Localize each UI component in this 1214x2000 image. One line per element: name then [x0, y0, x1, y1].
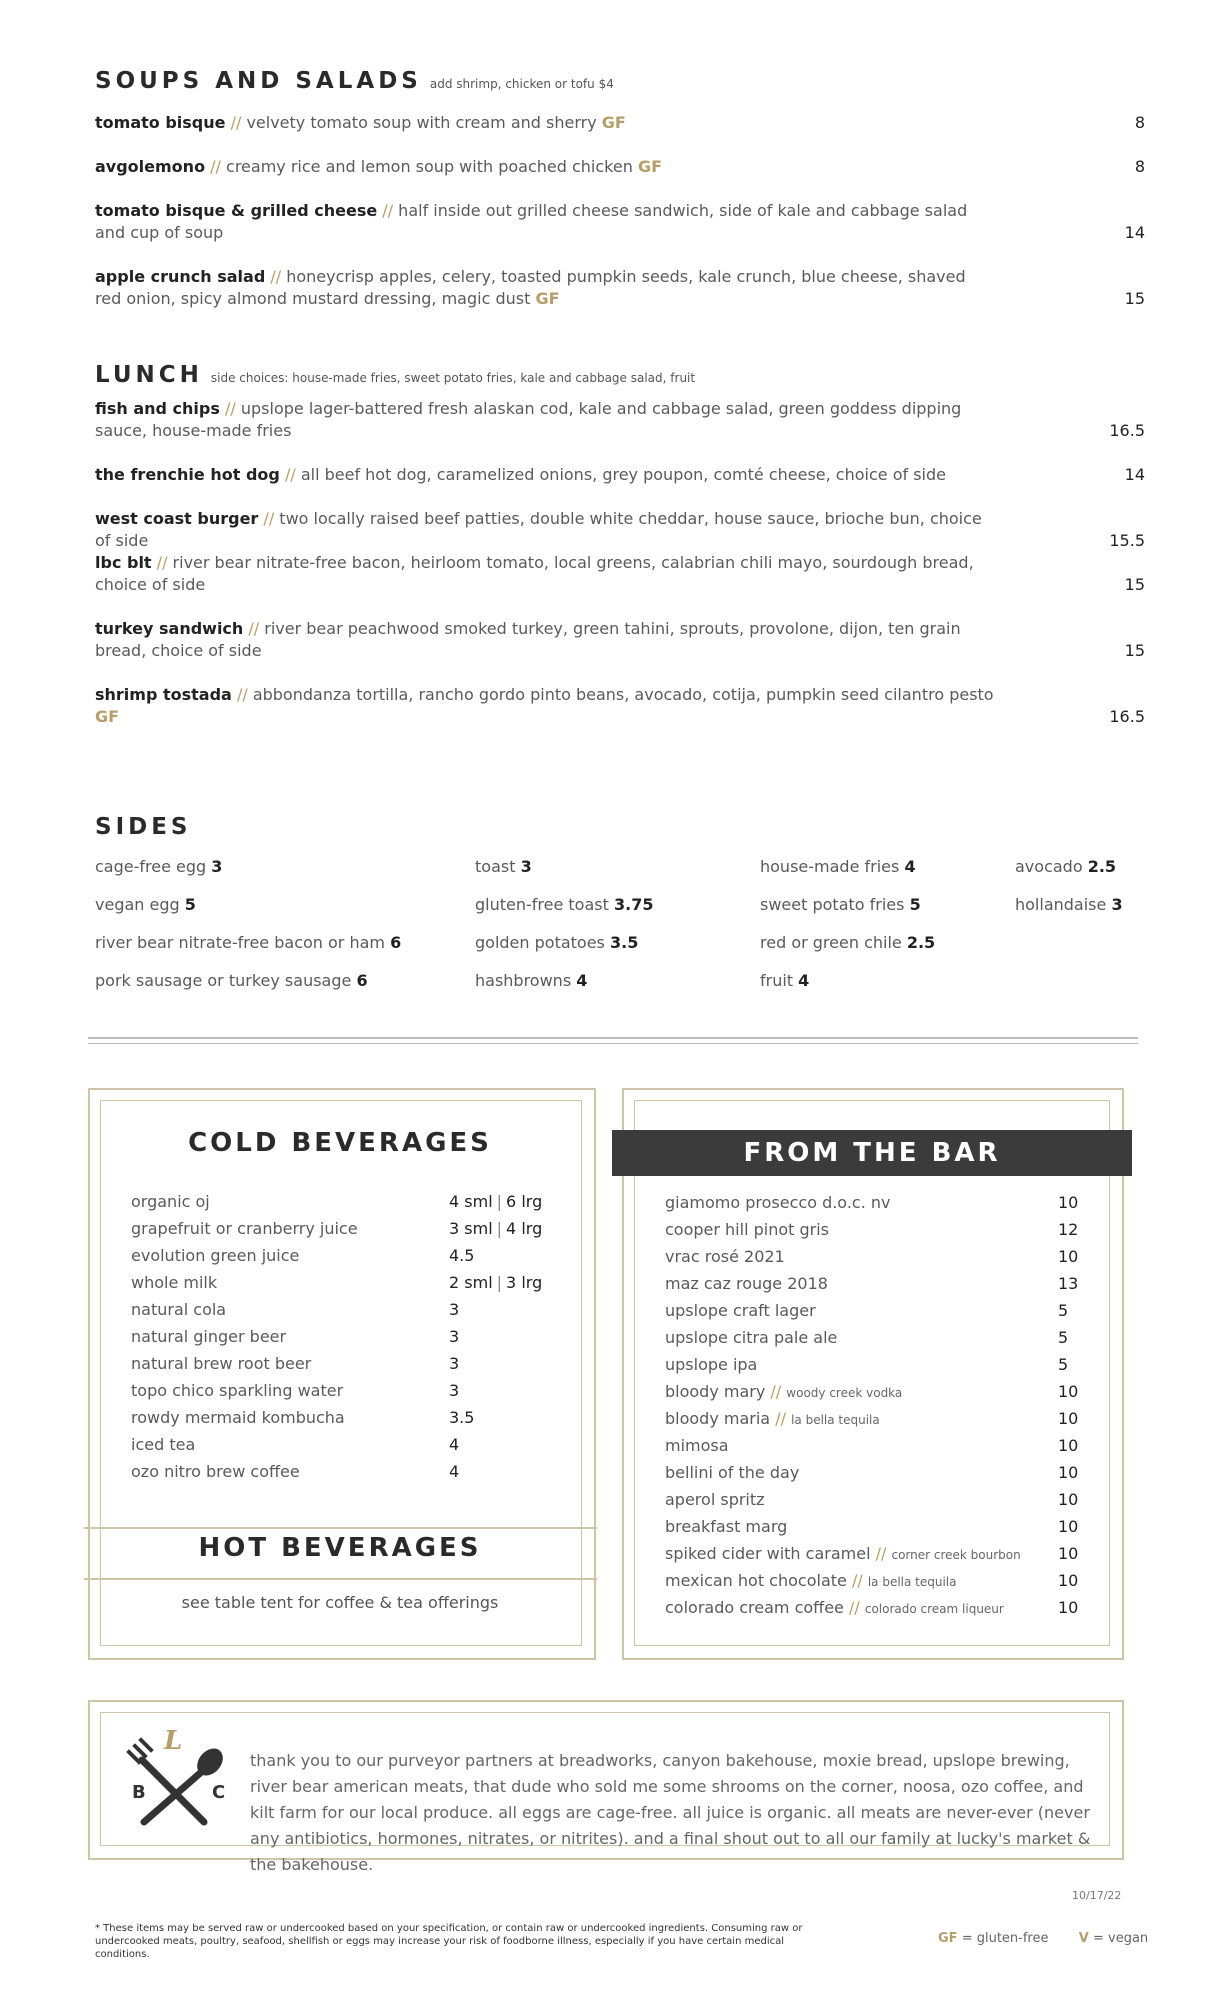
menu-item-description: velvety tomato soup with cream and sherry [246, 113, 597, 132]
beverage-name: rowdy mermaid kombucha [131, 1408, 345, 1427]
hot-beverages-note: see table tent for coffee & tea offerings [181, 1593, 499, 1612]
logo [120, 1726, 230, 1832]
side-name: red or green chile [760, 933, 902, 952]
menu-item-description: upslope lager-battered fresh alaskan cod, kale and cabbage salad, green goddess dipping sauce, house-made fries [95, 399, 962, 440]
cold-beverage-row [131, 1458, 561, 1485]
menu-item-text [95, 464, 995, 486]
menu-item-text [95, 508, 995, 552]
cold-beverage-row [131, 1350, 561, 1377]
menu-item-name: shrimp tostada [95, 685, 232, 704]
side-price: 3 [520, 857, 532, 876]
side-price: 6 [390, 933, 402, 952]
price-divider: | [496, 1273, 503, 1292]
menu-item-price: 8 [1134, 113, 1145, 132]
item-separator: // [848, 1598, 860, 1617]
item-separator: // [382, 201, 394, 220]
price-large: 6 [506, 1192, 517, 1211]
side-item [95, 932, 401, 970]
menu-item-text [95, 156, 995, 178]
bar-row [665, 1378, 1085, 1405]
beverage-name: natural cola [131, 1300, 227, 1319]
lunch-title: LUNCH side choices: house-made fries, sweet potato fries, kale and cabbage salad, fruit [95, 362, 696, 388]
side-item [1015, 856, 1123, 894]
item-separator: // [263, 509, 275, 528]
bar-item-name: upslope ipa [665, 1355, 758, 1374]
beverage-name: ozo nitro brew coffee [131, 1462, 300, 1481]
soups-subtitle: add shrimp, chicken or tofu $4 [429, 77, 614, 91]
menu-item-name: west coast burger [95, 509, 259, 528]
thanks-text: thank you to our purveyor partners at breadworks, canyon bakehouse, moxie bread, upslope brewing, river bear american meats, that dude who sold me some shrooms on the corner, noosa, ozo coffee, and kilt farm for our local produce. all eggs are cage-free. all juice is organic. all meats are never-ever (never any antibiotics, hormones, nitrates, or nitrites). and a final shout out to all our family at lucky's market & the bakehouse. [250, 1751, 1091, 1874]
cold-beverage-row [131, 1269, 561, 1296]
bar-item-name: bellini of the day [665, 1463, 800, 1482]
beverage-price [449, 1404, 474, 1431]
divider-rule [88, 1037, 1138, 1039]
bar-row [665, 1594, 1085, 1621]
price-large: 3 [506, 1273, 517, 1292]
price-small: 4 [449, 1192, 460, 1211]
side-name: hollandaise [1015, 895, 1107, 914]
side-item [95, 856, 401, 894]
cold-beverage-row [131, 1215, 561, 1242]
bar-item-price: 10 [1058, 1598, 1079, 1617]
item-separator: // [248, 619, 260, 638]
hot-divider-top [84, 1527, 597, 1529]
side-price: 2.5 [906, 933, 936, 952]
item-separator: // [284, 465, 296, 484]
unit-small: sml [464, 1219, 493, 1238]
bar-row [665, 1459, 1085, 1486]
menu-item-text [95, 552, 995, 596]
menu-item-name: fish and chips [95, 399, 220, 418]
bar-item-name: mimosa [665, 1436, 729, 1455]
beverage-name: iced tea [131, 1435, 196, 1454]
bar-item-name: bloody maria [665, 1409, 771, 1428]
menu-item-price: 16.5 [1109, 421, 1145, 440]
side-item [760, 932, 935, 970]
menu-item-price: 14 [1124, 465, 1145, 484]
side-name: hashbrowns [475, 971, 572, 990]
beverage-price [449, 1377, 459, 1404]
bar-item-price: 10 [1058, 1544, 1079, 1563]
bar-item-price: 10 [1058, 1517, 1079, 1536]
item-separator: // [851, 1571, 863, 1590]
price-small: 3 [449, 1354, 460, 1373]
unit-large: lrg [521, 1273, 543, 1292]
lunch-section [95, 362, 1145, 726]
unit-large: lrg [521, 1192, 543, 1211]
footnote: * These items may be served raw or undercooked based on your specification, or contain raw or undercooked ingredients. Consuming raw or undercooked meats, poultry, seafood, shellfish or eggs may increase your risk of foodborne illness, especially if you have certain medical conditions. [95, 1923, 803, 1960]
bar-item-name: upslope craft lager [665, 1301, 816, 1320]
menu-item-text [95, 200, 995, 244]
logo-letter-right: C [212, 1782, 226, 1803]
sides-column [760, 856, 935, 1008]
item-separator: // [230, 113, 242, 132]
item-separator: // [224, 399, 236, 418]
item-separator: // [875, 1544, 887, 1563]
side-price: 5 [909, 895, 921, 914]
menu-item [95, 508, 1145, 552]
bar-item-name: vrac rosé 2021 [665, 1247, 785, 1266]
side-item [95, 970, 401, 1008]
gf-badge: GF [637, 157, 662, 176]
bar-row [665, 1216, 1085, 1243]
beverage-name: natural brew root beer [131, 1354, 312, 1373]
price-small: 3 [449, 1381, 460, 1400]
side-price: 4 [576, 971, 588, 990]
menu-item-name: the frenchie hot dog [95, 465, 280, 484]
side-name: fruit [760, 971, 794, 990]
side-price: 6 [356, 971, 368, 990]
menu-item [95, 156, 1145, 178]
menu-item-description: river bear nitrate-free bacon, heirloom tomato, local greens, calabrian chili mayo, sourdough bread, choice of side [95, 553, 974, 594]
bar-item-name: spiked cider with caramel [665, 1544, 871, 1563]
bar-item-note: la bella tequila [791, 1413, 880, 1427]
menu-item-text [95, 398, 995, 442]
beverage-name: natural ginger beer [131, 1327, 287, 1346]
menu-item [95, 552, 1145, 596]
gf-badge: GF [95, 707, 120, 726]
bar-item-price: 10 [1058, 1193, 1079, 1212]
beverage-price [449, 1215, 542, 1242]
divider-rule [88, 1043, 1138, 1044]
bar-item-name: giamomo prosecco d.o.c. nv [665, 1193, 891, 1212]
side-item [760, 856, 935, 894]
menu-item [95, 200, 1145, 244]
side-price: 3 [211, 857, 223, 876]
menu-item-description: abbondanza tortilla, rancho gordo pinto beans, avocado, cotija, pumpkin seed cilantro pesto [252, 685, 994, 704]
side-item [475, 894, 653, 932]
beverage-price [449, 1296, 459, 1323]
bar-row [665, 1243, 1085, 1270]
side-item [1015, 894, 1123, 932]
menu-item-text [95, 618, 995, 662]
cold-beverage-row [131, 1242, 561, 1269]
menu-item-name: turkey sandwich [95, 619, 244, 638]
cold-beverage-row [131, 1323, 561, 1350]
beverage-name: organic oj [131, 1192, 210, 1211]
hot-divider-bottom [84, 1578, 597, 1580]
bar-row [665, 1540, 1085, 1567]
menu-item [95, 618, 1145, 662]
bar-item-name: upslope citra pale ale [665, 1328, 838, 1347]
legend [938, 1931, 1148, 1946]
menu-item-description: river bear peachwood smoked turkey, green tahini, sprouts, provolone, dijon, ten grain bread, choice of side [95, 619, 961, 660]
side-item [760, 894, 935, 932]
side-name: toast [475, 857, 516, 876]
cold-beverage-row [131, 1404, 561, 1431]
side-item [95, 894, 401, 932]
bar-row [665, 1189, 1085, 1216]
bar-row [665, 1324, 1085, 1351]
bar-title: FROM THE BAR [743, 1138, 1001, 1168]
menu-item [95, 398, 1145, 442]
menu-item-price: 15 [1124, 641, 1145, 660]
price-small: 3 [449, 1219, 460, 1238]
bar-item-name: cooper hill pinot gris [665, 1220, 830, 1239]
bar-row [665, 1351, 1085, 1378]
hot-beverages-title: HOT BEVERAGES [198, 1533, 482, 1563]
bar-row [665, 1486, 1085, 1513]
side-item [475, 856, 653, 894]
legend-gf-text: = gluten-free [961, 1931, 1049, 1946]
side-name: gluten-free toast [475, 895, 609, 914]
price-small: 4 [449, 1462, 460, 1481]
menu-item [95, 112, 1145, 134]
cold-beverage-row [131, 1296, 561, 1323]
side-name: sweet potato fries [760, 895, 905, 914]
side-price: 3.75 [613, 895, 654, 914]
side-name: pork sausage or turkey sausage [95, 971, 352, 990]
beverage-price [449, 1269, 542, 1296]
sides-section [95, 814, 1145, 1004]
item-separator: // [770, 1382, 782, 1401]
gf-badge: GF [601, 113, 626, 132]
menu-item [95, 266, 1145, 310]
menu-item-price: 15 [1124, 289, 1145, 308]
beverage-price [449, 1242, 474, 1269]
bar-item-note: woody creek vodka [786, 1386, 903, 1400]
unit-small: sml [464, 1192, 493, 1211]
bar-banner [612, 1130, 1132, 1176]
cold-beverage-row [131, 1431, 561, 1458]
sides-column [95, 856, 401, 1008]
cold-beverage-row [131, 1188, 561, 1215]
soups-section [95, 68, 1145, 328]
menu-item-description: creamy rice and lemon soup with poached chicken [226, 157, 633, 176]
price-small: 2 [449, 1273, 460, 1292]
item-separator: // [156, 553, 168, 572]
bar-item-price: 10 [1058, 1571, 1079, 1590]
price-small: 4.5 [449, 1246, 475, 1265]
price-small: 4 [449, 1435, 460, 1454]
menu-item [95, 684, 1145, 728]
sides-column [475, 856, 653, 1008]
legend-v-text: = vegan [1092, 1931, 1149, 1946]
bar-item-price: 5 [1058, 1328, 1069, 1347]
side-item [475, 970, 653, 1008]
bar-row [665, 1297, 1085, 1324]
legend-gf: GF [938, 1931, 958, 1946]
menu-item-price: 15 [1124, 575, 1145, 594]
menu-date: 10/17/22 [1072, 1889, 1122, 1902]
menu-item-name: lbc blt [95, 553, 152, 572]
bar-row [665, 1567, 1085, 1594]
menu-item-text [95, 684, 995, 728]
cold-beverages-title: COLD BEVERAGES [188, 1128, 492, 1158]
bar-item-name: breakfast marg [665, 1517, 788, 1536]
cold-beverages-list [131, 1188, 561, 1485]
bar-item-price: 5 [1058, 1301, 1069, 1320]
menu-item-description: all beef hot dog, caramelized onions, grey poupon, comté cheese, choice of side [300, 465, 946, 484]
side-price: 2.5 [1087, 857, 1117, 876]
logo-letter-left: B [132, 1782, 146, 1803]
bar-row [665, 1270, 1085, 1297]
unit-large: lrg [521, 1219, 543, 1238]
bar-item-name: bloody mary [665, 1382, 766, 1401]
beverage-price [449, 1350, 459, 1377]
unit-small: sml [464, 1273, 493, 1292]
bar-item-name: mexican hot chocolate [665, 1571, 847, 1590]
gf-badge: GF [535, 289, 560, 308]
menu-item-description: honeycrisp apples, celery, toasted pumpkin seeds, kale crunch, blue cheese, shaved red onion, spicy almond mustard dressing, magic dust [95, 267, 966, 308]
side-price: 5 [184, 895, 196, 914]
logo-letter-top: L [164, 1726, 183, 1756]
side-name: vegan egg [95, 895, 180, 914]
menu-item-name: avgolemono [95, 157, 206, 176]
side-name: cage-free egg [95, 857, 207, 876]
side-name: house-made fries [760, 857, 900, 876]
sides-column [1015, 856, 1123, 932]
menu-item-text [95, 266, 995, 310]
bar-item-note: la bella tequila [867, 1575, 957, 1589]
cold-beverage-row [131, 1377, 561, 1404]
bar-item-price: 10 [1058, 1436, 1079, 1455]
bar-list [665, 1189, 1085, 1621]
item-separator: // [210, 157, 221, 176]
bar-row [665, 1405, 1085, 1432]
menu-item-description: two locally raised beef patties, double white cheddar, house sauce, brioche bun, choice of side [95, 509, 982, 550]
item-separator: // [236, 685, 248, 704]
bar-item-price: 10 [1058, 1409, 1079, 1428]
side-name: golden potatoes [475, 933, 605, 952]
beverage-name: whole milk [131, 1273, 218, 1292]
menu-item-price: 8 [1134, 157, 1145, 176]
beverage-name: evolution green juice [131, 1246, 300, 1265]
bar-item-price: 10 [1058, 1463, 1079, 1482]
sides-title: SIDES [95, 814, 192, 840]
beverage-price [449, 1431, 459, 1458]
price-small: 3 [449, 1300, 460, 1319]
legend-v: V [1078, 1931, 1089, 1946]
bar-item-price: 12 [1058, 1220, 1079, 1239]
bar-item-price: 10 [1058, 1490, 1079, 1509]
menu-item-price: 16.5 [1109, 707, 1145, 726]
price-divider: | [496, 1192, 503, 1211]
beverage-price [449, 1458, 459, 1485]
price-small: 3 [449, 1327, 460, 1346]
bar-item-price: 5 [1058, 1355, 1069, 1374]
bar-item-name: maz caz rouge 2018 [665, 1274, 828, 1293]
price-small: 3.5 [449, 1408, 475, 1427]
side-price: 3 [1111, 895, 1123, 914]
menu-item-name: apple crunch salad [95, 267, 266, 286]
side-name: river bear nitrate-free bacon or ham [95, 933, 385, 952]
bar-item-note: corner creek bourbon [891, 1548, 1021, 1562]
side-item [475, 932, 653, 970]
menu-item-text [95, 112, 995, 134]
side-price: 3.5 [609, 933, 639, 952]
soups-title: SOUPS AND SALADS add shrimp, chicken or tofu $4 [95, 68, 614, 94]
menu-item-price: 14 [1124, 223, 1145, 242]
menu-item-name: tomato bisque [95, 113, 226, 132]
menu-item [95, 464, 1145, 486]
bar-item-note: colorado cream liqueur [864, 1602, 1004, 1616]
bar-row [665, 1432, 1085, 1459]
beverage-price [449, 1323, 459, 1350]
bar-item-price: 13 [1058, 1274, 1079, 1293]
bar-row [665, 1513, 1085, 1540]
side-name: avocado [1015, 857, 1083, 876]
side-price: 4 [904, 857, 916, 876]
menu-item-name: tomato bisque & grilled cheese [95, 201, 378, 220]
price-divider: | [496, 1219, 503, 1238]
beverage-price [449, 1188, 542, 1215]
item-separator: // [270, 267, 282, 286]
menu-item-description: half inside out grilled cheese sandwich, side of kale and cabbage salad and cup of soup [95, 201, 968, 242]
beverage-name: topo chico sparkling water [131, 1381, 344, 1400]
bar-item-price: 10 [1058, 1247, 1079, 1266]
bar-item-price: 10 [1058, 1382, 1079, 1401]
side-item [760, 970, 935, 1008]
side-price: 4 [798, 971, 810, 990]
bar-item-name: aperol spritz [665, 1490, 765, 1509]
price-large: 4 [506, 1219, 517, 1238]
beverage-name: grapefruit or cranberry juice [131, 1219, 358, 1238]
lunch-subtitle: side choices: house-made fries, sweet potato fries, kale and cabbage salad, fruit [210, 371, 696, 385]
item-separator: // [775, 1409, 786, 1428]
menu-item-price: 15.5 [1109, 531, 1145, 550]
bar-item-name: colorado cream coffee [665, 1598, 844, 1617]
